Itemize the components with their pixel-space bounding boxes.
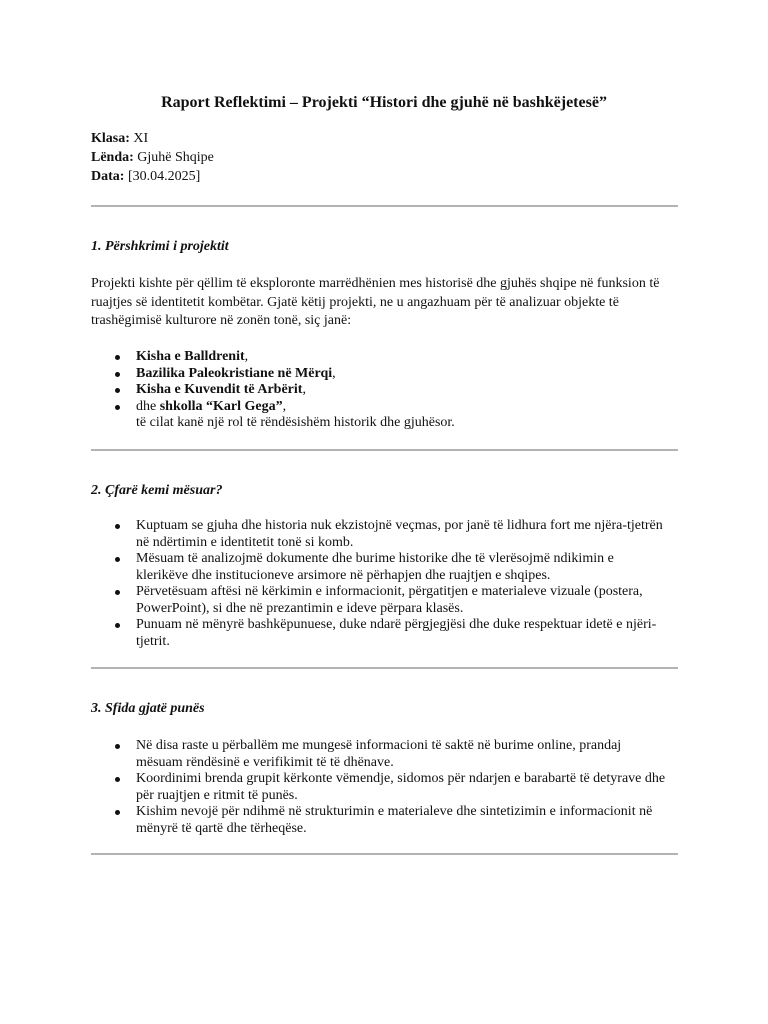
heritage-sites-list xyxy=(91,349,666,432)
divider xyxy=(91,853,678,855)
meta-subject-label: Lënda: xyxy=(91,150,134,165)
list-item: Mësuam të analizojmë dokumente dhe burime historike dhe të vlerësojmë ndikimin e klerikëve dhe institucioneve arsimore në përhapjen dhe ruajtjen e shqipes. xyxy=(136,551,666,584)
list-item-bold: Kisha e Balldrenit xyxy=(136,349,245,364)
challenges-list xyxy=(91,738,666,837)
section-description-paragraph: Projekti kishte për qëllim të eksploronte marrëdhënien mes historisë dhe gjuhës shqipe në funksion të ruajtjes së identitetit kombëtar. Gjatë këtij projekti, ne u angazhuam për të analizuar objekte të trashëgimisë kulturore në zonën tonë, siç janë: xyxy=(91,276,660,328)
divider xyxy=(91,205,678,207)
meta-class-label: Klasa: xyxy=(91,131,130,146)
section-heading-description: 1. Përshkrimi i projektit xyxy=(91,239,229,254)
list-item-bold: Bazilika Paleokristiane në Mërqi xyxy=(136,365,333,381)
list-item-bold: Kisha e Kuvendit të Arbërit xyxy=(136,382,303,397)
document-meta xyxy=(91,129,214,186)
list-item-suffix: , xyxy=(244,349,249,364)
meta-date xyxy=(91,167,214,186)
list-item: Punuam në mënyrë bashkëpunuese, duke ndarë përgjegjësi dhe duke respektuar idetë e njëri-tjetrit. xyxy=(136,617,666,650)
learned-list xyxy=(91,518,666,650)
document-title: Raport Reflektimi – Projekti “Histori dhe gjuhë në bashkëjetesë” xyxy=(161,94,607,111)
divider xyxy=(91,449,678,451)
list-item-bold: shkolla “Karl Gega” xyxy=(159,398,283,414)
list-item: Në disa raste u përballëm me mungesë informacioni të saktë në burime online, prandaj mësuam rëndësinë e verifikimit të të dhënave. xyxy=(136,738,666,771)
section-heading-learned: 2. Çfarë kemi mësuar? xyxy=(91,483,223,498)
list-item-suffix: , xyxy=(332,365,336,381)
list-item xyxy=(136,399,666,416)
list-item-prefix: dhe xyxy=(136,398,160,414)
list-item: Përvetësuam aftësi në kërkimin e informacionit, përgatitjen e materialeve vizuale (postera, PowerPoint), si dhe në prezantimin e ideve përpara klasës. xyxy=(136,584,666,617)
list-item: Kishim nevojë për ndihmë në strukturimin e materialeve dhe sintetizimin e informacionit në mënyrë të qartë dhe tërheqëse. xyxy=(136,804,666,837)
list-item xyxy=(136,366,666,383)
meta-date-value: [30.04.2025] xyxy=(124,169,201,184)
list-item xyxy=(136,382,666,399)
list-item-suffix: , xyxy=(282,398,287,414)
meta-subject-value: Gjuhë Shqipe xyxy=(133,150,214,165)
meta-subject xyxy=(91,148,214,167)
list-continuation: të cilat kanë një rol të rëndësishëm historik dhe gjuhësor. xyxy=(136,415,455,430)
section-heading-challenges: 3. Sfida gjatë punës xyxy=(91,701,205,716)
list-item-suffix: , xyxy=(302,382,306,397)
divider xyxy=(91,667,678,669)
meta-date-label: Data: xyxy=(91,169,125,184)
meta-class-value: XI xyxy=(129,131,149,146)
list-item: Koordinimi brenda grupit kërkonte vëmendje, sidomos për ndarjen e barabartë të detyrave dhe për ruajtjen e ritmit të punës. xyxy=(136,771,666,803)
list-item xyxy=(136,349,666,366)
meta-class xyxy=(91,129,214,148)
list-item: Kuptuam se gjuha dhe historia nuk ekzistojnë veçmas, por janë të lidhura fort me njëra-tjetrën në ndërtimin e identitetit tonë si komb. xyxy=(136,518,666,551)
